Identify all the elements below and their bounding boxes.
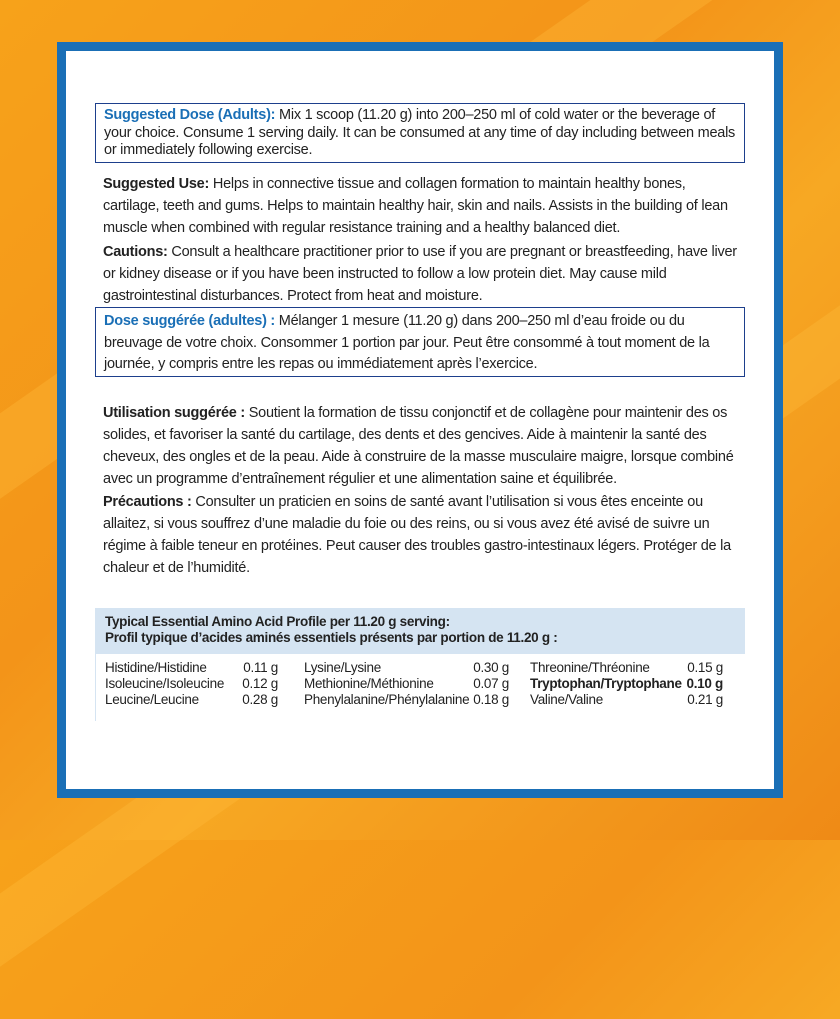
amino-row: Leucine/Leucine bbox=[105, 692, 199, 707]
en-cautions-text: Consult a healthcare practitioner prior to use if you are pregnant or breastfeeding, have liver or kidney disease or if you have been instructed to follow a low protein diet. May cause mild gastrointestinal disturbances. Protect from heat and moisture. bbox=[103, 244, 737, 304]
en-cautions-label: Cautions: bbox=[103, 244, 168, 260]
en-dose-label: Suggested Dose (Adults): bbox=[104, 107, 276, 123]
en-use-section bbox=[103, 173, 743, 239]
en-use-label: Suggested Use: bbox=[103, 176, 210, 192]
amino-value: 0.15 g bbox=[687, 660, 723, 675]
amino-table-heading bbox=[105, 614, 557, 646]
fr-cautions-text: Consulter un praticien en soins de santé avant l’utilisation si vous êtes enceinte ou allaitez, si vous souffrez d’une maladie du foie ou des reins, ou si vous avez été avisé de suivre un régime à faible teneur en protéines. Peut causer des troubles gastro-intestinaux légers. Protéger de la chaleur et de l’humidité. bbox=[103, 494, 731, 576]
amino-value: 0.07 g bbox=[473, 676, 509, 691]
amino-row: Phenylalanine/Phénylalanine bbox=[304, 692, 470, 707]
en-use-text: Helps in connective tissue and collagen formation to maintain healthy bones, cartilage, teeth and gums. Helps to maintain healthy hair, skin and nails. Assists in the building of lean muscle when combined with regular resistance training and a healthy balanced diet. bbox=[103, 176, 728, 236]
en-cautions-section bbox=[103, 241, 743, 307]
amino-row: Tryptophan/Tryptophane bbox=[530, 676, 682, 691]
amino-row: Valine/Valine bbox=[530, 692, 603, 707]
fr-dose-box bbox=[95, 307, 745, 377]
fr-dose-text: Mélanger 1 mesure (11.20 g) dans 200–250 ml d’eau froide ou du breuvage de votre choix. Consommer 1 portion par jour. Peut être consommé à tout moment de la journée, y compris entre les repas ou immédiatement après l’exercice. bbox=[104, 313, 710, 372]
fr-cautions-section bbox=[103, 491, 745, 579]
label-frame bbox=[57, 42, 783, 798]
amino-row: Methionine/Méthionine bbox=[304, 676, 434, 691]
fr-use-label: Utilisation suggérée : bbox=[103, 405, 245, 421]
fr-use-text: Soutient la formation de tissu conjonctif et de collagène pour maintenir des os solides, et favoriser la santé du cartilage, des dents et des gencives. Aide à maintenir la santé des cheveux, des ongles et de la peau. Aide à construire de la masse musculaire maigre, lorsque combiné avec un programme d’entraînement régulier et une alimentation saine et équilibrée. bbox=[103, 405, 734, 487]
label-panel bbox=[66, 51, 774, 789]
amino-acid-table bbox=[95, 608, 745, 721]
amino-heading-fr: Profil typique d’acides aminés essentiels présents par portion de 11.20 g : bbox=[105, 630, 558, 645]
amino-row: Threonine/Thréonine bbox=[530, 660, 650, 675]
amino-value: 0.28 g bbox=[242, 692, 278, 707]
amino-table-body bbox=[95, 654, 746, 721]
amino-heading-en: Typical Essential Amino Acid Profile per 11.20 g serving: bbox=[105, 614, 450, 629]
fr-cautions-label: Précautions : bbox=[103, 494, 192, 510]
amino-value: 0.12 g bbox=[242, 676, 278, 691]
amino-row: Histidine/Histidine bbox=[105, 660, 207, 675]
en-dose-text: Mix 1 scoop (11.20 g) into 200–250 ml of cold water or the beverage of your choice. Consume 1 serving daily. It can be consumed at any time of day including between meals or immediately following exercise. bbox=[104, 107, 736, 158]
fr-dose-label: Dose suggérée (adultes) : bbox=[104, 313, 276, 329]
amino-value: 0.21 g bbox=[687, 692, 723, 707]
amino-value: 0.10 g bbox=[686, 676, 723, 691]
amino-row: Isoleucine/Isoleucine bbox=[105, 676, 225, 691]
amino-value: 0.18 g bbox=[473, 692, 509, 707]
en-dose-box bbox=[95, 103, 745, 163]
fr-use-section bbox=[103, 402, 745, 490]
amino-value: 0.30 g bbox=[473, 660, 509, 675]
amino-value: 0.11 g bbox=[243, 660, 278, 675]
amino-row: Lysine/Lysine bbox=[304, 660, 381, 675]
